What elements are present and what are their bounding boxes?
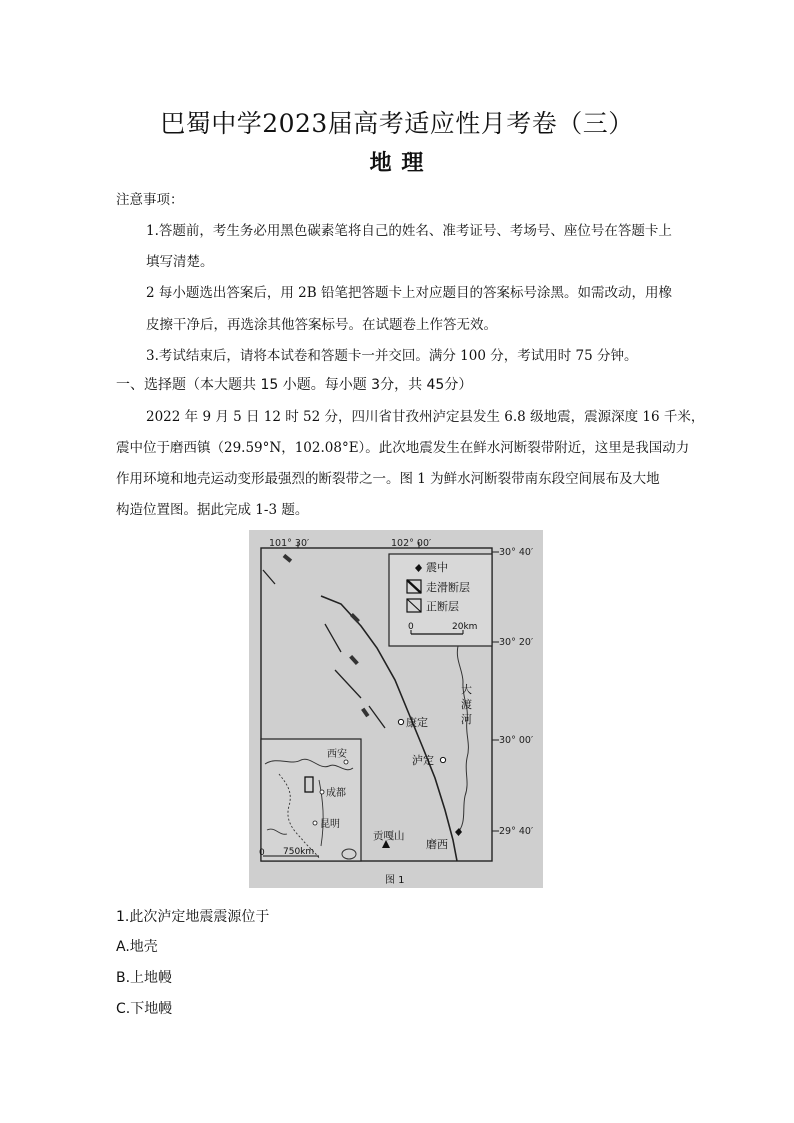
lat-label: 29° 40′ bbox=[499, 826, 534, 837]
passage-line: 2022 年 9 月 5 日 12 时 52 分，四川省甘孜州泸定县发生 6.8 级地震，震源深度 16 千米， bbox=[146, 409, 705, 425]
notice-item: 2 每小题选出答案后，用 2B 铅笔把答题卡上对应题目的答案标号涂黑。如需改动，用橡 bbox=[146, 285, 672, 301]
scale-zero: 0 bbox=[408, 622, 414, 632]
inset-scale-zero: 0 bbox=[259, 848, 265, 858]
figure-caption: 图 1 bbox=[385, 875, 405, 886]
luding-label: 泸定 bbox=[412, 754, 434, 767]
legend-normal: 正断层 bbox=[426, 600, 459, 613]
kangding-label: 康定 bbox=[406, 716, 428, 729]
page-title: 巴蜀中学2023届高考适应性月考卷（三） bbox=[160, 109, 634, 138]
legend-epicenter: 震中 bbox=[426, 561, 448, 574]
kunming-label: 昆明 bbox=[320, 819, 340, 830]
lat-label: 30° 20′ bbox=[499, 637, 534, 648]
chengdu-label: 成都 bbox=[326, 788, 346, 799]
notice-item: 3.考试结束后，请将本试卷和答题卡一并交回。满分 100 分，考试用时 75 分钟。 bbox=[146, 348, 638, 364]
luding-dot bbox=[440, 757, 445, 762]
xian-label: 西安 bbox=[327, 749, 347, 760]
subject-title: 地 理 bbox=[369, 150, 425, 176]
river-label-3: 河 bbox=[461, 713, 472, 726]
kunming-dot bbox=[313, 821, 317, 825]
river-label-2: 渡 bbox=[461, 698, 472, 711]
passage-line: 构造位置图。据此完成 1-3 题。 bbox=[116, 502, 309, 518]
notice-item: 1.答题前，考生务必用黑色碳素笔将自己的姓名、准考证号、考场号、座位号在答题卡上 bbox=[146, 223, 672, 239]
notice-heading: 注意事项： bbox=[116, 192, 184, 208]
moxi-label: 磨西 bbox=[426, 838, 448, 851]
notice-item: 填写清楚。 bbox=[146, 254, 214, 270]
river-label-1: 大 bbox=[461, 683, 472, 696]
section-heading: 一、选择题（本大题共 15 小题。每小题 3分，共 45分） bbox=[116, 377, 473, 393]
inset-scale-dist: 750km bbox=[283, 847, 315, 857]
lat-label: 30° 00′ bbox=[499, 735, 534, 746]
figure-map bbox=[249, 530, 543, 888]
xian-dot bbox=[344, 760, 348, 764]
scale-dist: 20km bbox=[452, 622, 478, 632]
notice-item: 皮擦干净后，再选涂其他答案标号。在试题卷上作答无效。 bbox=[146, 317, 497, 333]
kangding-dot bbox=[398, 719, 403, 724]
gongga-label: 贡嘎山 bbox=[373, 830, 405, 842]
passage-line: 震中位于磨西镇（29.59°N，102.08°E）。此次地震发生在鲜水河断裂带附近，这里是我国动力 bbox=[116, 440, 690, 456]
lon-label: 102° 00′ bbox=[391, 538, 432, 549]
lat-label: 30° 40′ bbox=[499, 547, 534, 558]
lon-label: 101° 30′ bbox=[269, 538, 310, 549]
question-stem: 1.此次泸定地震震源位于 bbox=[116, 909, 270, 925]
passage-line: 作用环境和地壳运动变形最强烈的断裂带之一。图 1 为鲜水河断裂带南东段空间展布及大地 bbox=[116, 471, 660, 487]
chengdu-dot bbox=[320, 790, 324, 794]
option-a[interactable]: A.地壳 bbox=[116, 939, 158, 955]
legend-strike-slip: 走滑断层 bbox=[426, 581, 470, 594]
option-b[interactable]: B.上地幔 bbox=[116, 970, 173, 986]
option-c[interactable]: C.下地幔 bbox=[116, 1001, 173, 1017]
